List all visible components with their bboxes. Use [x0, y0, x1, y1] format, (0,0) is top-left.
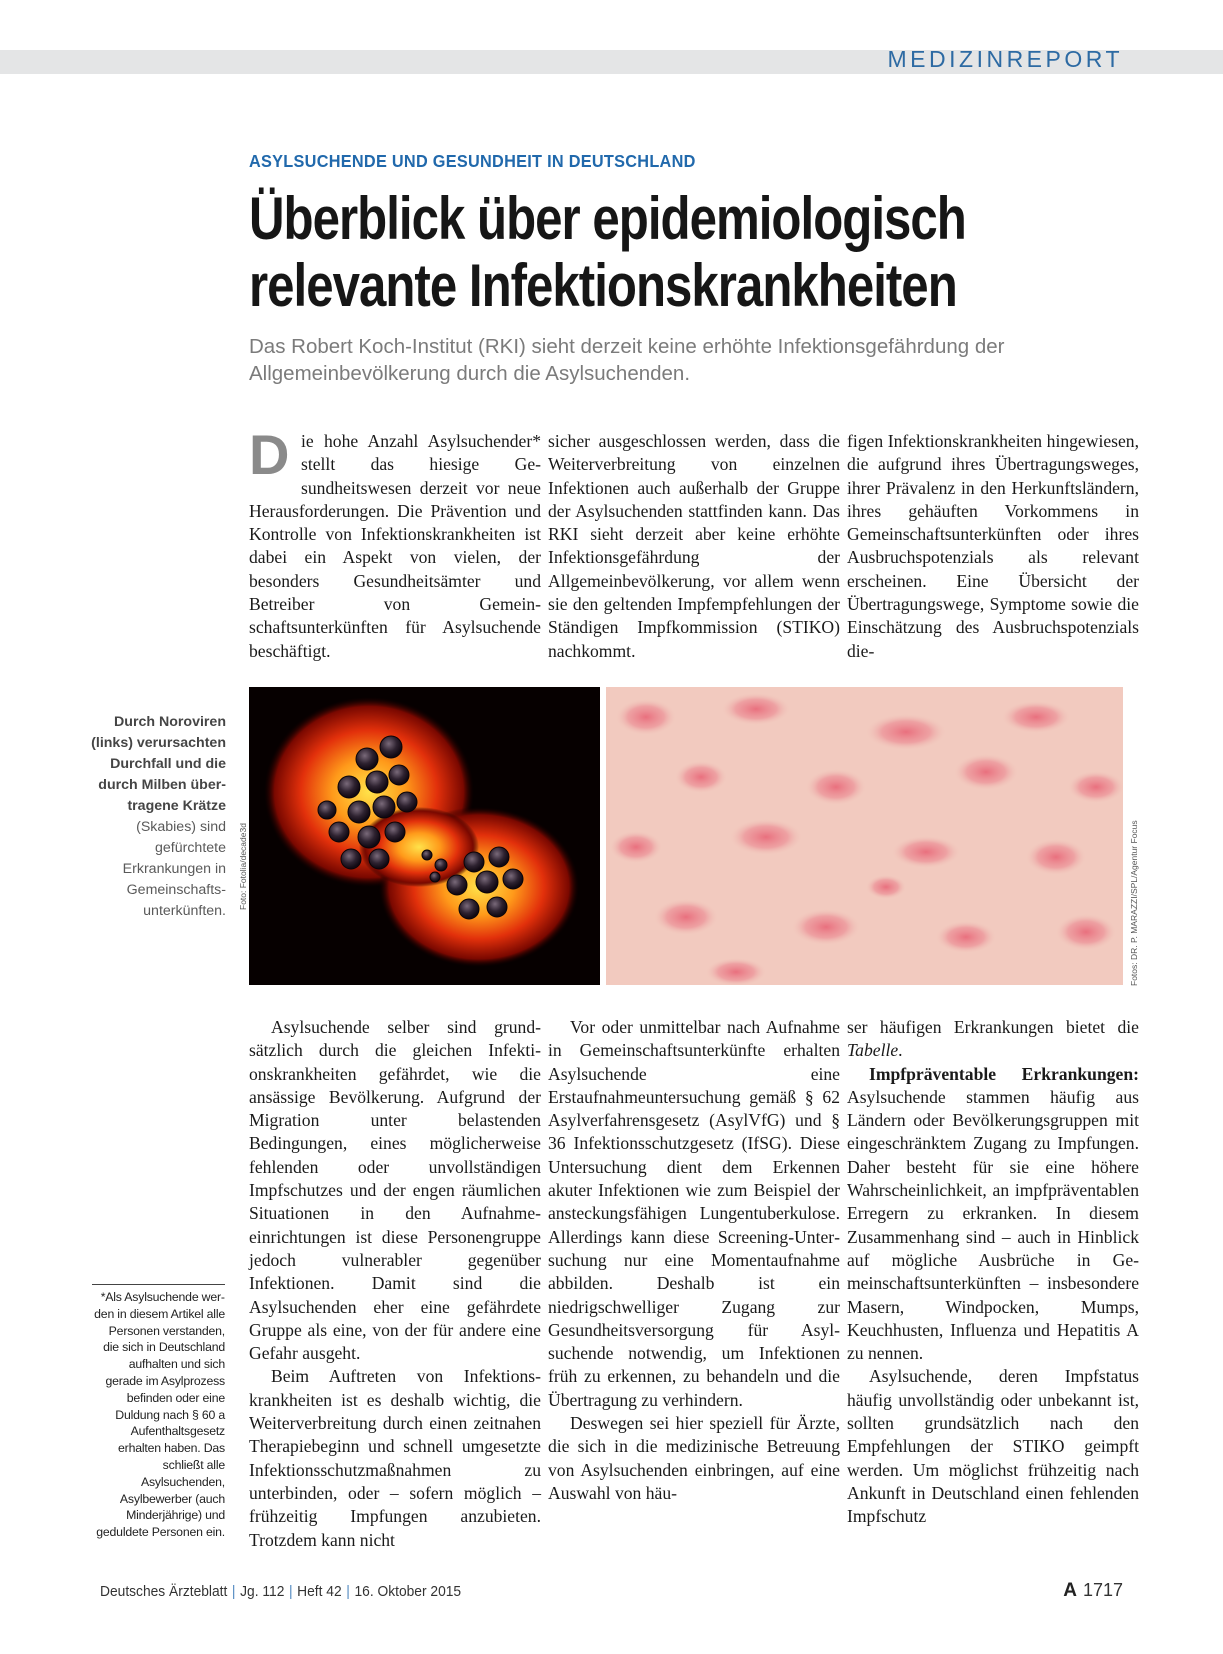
- journal-volume: Jg. 112: [240, 1583, 285, 1600]
- page-footer: [100, 1583, 461, 1600]
- text-column-1: [249, 423, 541, 663]
- text-column-5: [548, 1016, 840, 1505]
- paragraph: Asylsuchende, deren Impfstatus häufig unvollständig oder unbekannt ist, sollten grundsätzlich nach den Empfehlungen der STIKO geimpft werden. Um möglichst frühzeitig nach Ankunft in Deutschland einen fehlenden Impfschutz: [847, 1366, 1139, 1527]
- paragraph-text: .: [898, 1040, 903, 1061]
- photo-credit-left: Foto: Fotolia/decade3d: [238, 823, 248, 910]
- article-lead: Das Robert Koch-Institut (RKI) sieht derzeit keine erhöhte Infektionsgefährdung der Allgemeinbevölkerung durch die Asylsuchenden.: [249, 335, 1005, 385]
- paragraph: Vor oder unmittelbar nach Aufnahme in Gemeinschaftsunterkünfte erhalten Asylsuchende eine Erstaufnahmeuntersuchung gemäß § 62 Asylverfahrensgesetz (AsylVfG) und § 36 Infektionsschutzgesetz (IfSG). Diese Untersuchung dient dem Erkennen akuter Infektionen wie zum Beispiel der ansteckungsfähigen Lungentuberkulose. Allerdings kann diese Screening-Untersuchung nur eine Momentaufnahme abbilden. Deshalb ist ein niedrigschwelliger Zugang zur Gesundheitsversorgung für Asylsuchende notwendig, um Infektionen früh zu erkennen, zu behandeln und die Übertragung zu verhindern.: [548, 1017, 840, 1410]
- caption-bold: Durch Noroviren (links) verursachten Durchfall und die durch Milben übertragene Krätze: [91, 714, 226, 814]
- title-line-1: Überblick über epidemiologisch: [249, 185, 966, 252]
- footer-separator: |: [346, 1583, 350, 1600]
- paragraph-text: Asylsuchende stammen häufig aus Ländern oder Bevölkerungsgruppen mit eingeschränktem Zugang zu Impfungen. Daher besteht für sie eine höhere Wahrscheinlichkeit, an impfpräventablen Erregern zu erkranken. In diesem Zusammenhang sind – auch in Hinblick auf mögliche Ausbrüche in Gemeinschaftsunterkünften – insbesondere Masern, Windpocken, Mumps, Keuchhusten, Influenza und Hepatitis A zu nennen.: [847, 1086, 1139, 1364]
- table-reference: Tabelle: [847, 1040, 899, 1061]
- journal-issue: Heft 42: [297, 1583, 342, 1600]
- issue-date: 16. Oktober 2015: [354, 1583, 462, 1600]
- article-title: [249, 185, 966, 319]
- page-prefix: A: [1063, 1580, 1077, 1601]
- paragraph: Deswegen sei hier speziell für Ärzte, die sich in die medizinische Betreuung von Asylsuchenden einbringen, auf eine Auswahl von häu-: [548, 1413, 840, 1503]
- article-kicker: ASYLSUCHENDE UND GESUNDHEIT IN DEUTSCHLAND: [249, 151, 696, 171]
- footnote: *Als Asylsuchende werden in diesem Artikel alle Personen verstanden, die sich in Deutschland aufhalten und sich gerade im Asylprozess befinden oder eine Duldung nach § 60 a Aufenthaltsgesetz erhalten haben. Das schließt alle Asylsuchenden, Asylbewerber (auch Minderjährige) und geduldete Personen ein.: [94, 1290, 225, 1540]
- figure-caption: [88, 712, 226, 922]
- paragraph: ie hohe Anzahl Asylsuchender* stellt das hiesige Gesundheitswesen derzeit vor neue Herausforderungen. Die Prävention und Kontrolle von Infektionskrankheiten ist dabei ein Aspekt von vielen, der besonders Gesundheitsämter und Betreiber von Gemeinschaftsunterkünften für Asylsuchende beschäftigt.: [249, 431, 541, 661]
- caption-text: (Skabies) sind gefürchtete Erkrankungen in Gemeinschaftsunterkünften.: [122, 819, 226, 919]
- paragraph: [847, 1016, 1139, 1063]
- page-number: [1063, 1580, 1123, 1602]
- paragraph: Asylsuchende selber sind grundsätzlich durch die gleichen Infektionskrankheiten gefährdet, wie die ansässige Bevölkerung. Aufgrund der Migration unter belastenden Bedingungen, eines möglicherweise fehlenden oder unvollständigen Impfschutzes und der engen räumlichen Situationen in den Aufnahmeeinrichtungen ist diese Personengruppe jedoch vulnerabler gegenüber Infektionen. Damit sind die Asylsuchenden eher eine gefährdete Gruppe als eine, von der für andere eine Gefahr ausgeht.: [249, 1017, 541, 1364]
- text-column-4: [249, 1016, 541, 1552]
- paragraph: [847, 1063, 1139, 1366]
- footnote-rule: [92, 1284, 225, 1285]
- title-line-2: relevante Infektionskrankheiten: [249, 252, 957, 319]
- text-column-3: [847, 430, 1139, 663]
- text-column-2: [548, 430, 840, 663]
- norovirus-image: [249, 687, 600, 985]
- page-number-value: 1717: [1082, 1580, 1123, 1600]
- scabies-skin-image: [606, 687, 1123, 985]
- footer-separator: |: [231, 1583, 236, 1600]
- paragraph-text: ser häufigen Erkrankungen bietet die: [847, 1017, 1139, 1037]
- photo-credit-right: Fotos: DR. P. MARAZZI/SPL/Agentur Focus: [1129, 820, 1139, 986]
- drop-cap: D: [249, 423, 290, 486]
- text-column-6: [847, 1016, 1139, 1529]
- paragraph: Beim Auftreten von Infektionskrankheiten ist es deshalb wichtig, die Weiterverbreitung durch einen zeitnahen Therapiebeginn und schnell umgesetzte Infektionsschutzmaßnahmen zu unterbinden, oder – sofern möglich – frühzeitig Impfungen anzubieten. Trotzdem kann nicht: [249, 1366, 541, 1550]
- section-label: MEDIZINREPORT: [887, 46, 1123, 72]
- footer-separator: |: [288, 1583, 293, 1600]
- paragraph: sicher ausgeschlossen werden, dass die Weiterverbreitung von einzelnen Infektionen auch außerhalb der Gruppe der Asylsuchenden stattfinden kann. Das RKI sieht derzeit aber keine erhöhte Infektionsgefährdung der Allgemeinbevölkerung, vor allem wenn sie den geltenden Impfempfehlungen der Ständigen Impfkommission (STIKO) nachkommt.: [548, 431, 840, 661]
- subheading: Impfpräventable Erkrankungen:: [869, 1063, 1139, 1084]
- paragraph: figen Infektionskrankheiten hingewiesen, die aufgrund ihres Übertragungsweges, ihrer Prävalenz in den Herkunftsländern, ihres gehäuften Vorkommens in Gemeinschaftsunterkünften oder ihres Ausbruchspotenzials als relevant erscheinen. Eine Übersicht der Übertragungswege, Symptome sowie die Einschätzung des Ausbruchspotenzials die-: [847, 431, 1139, 661]
- journal-name: Deutsches Ärzteblatt: [100, 1583, 228, 1600]
